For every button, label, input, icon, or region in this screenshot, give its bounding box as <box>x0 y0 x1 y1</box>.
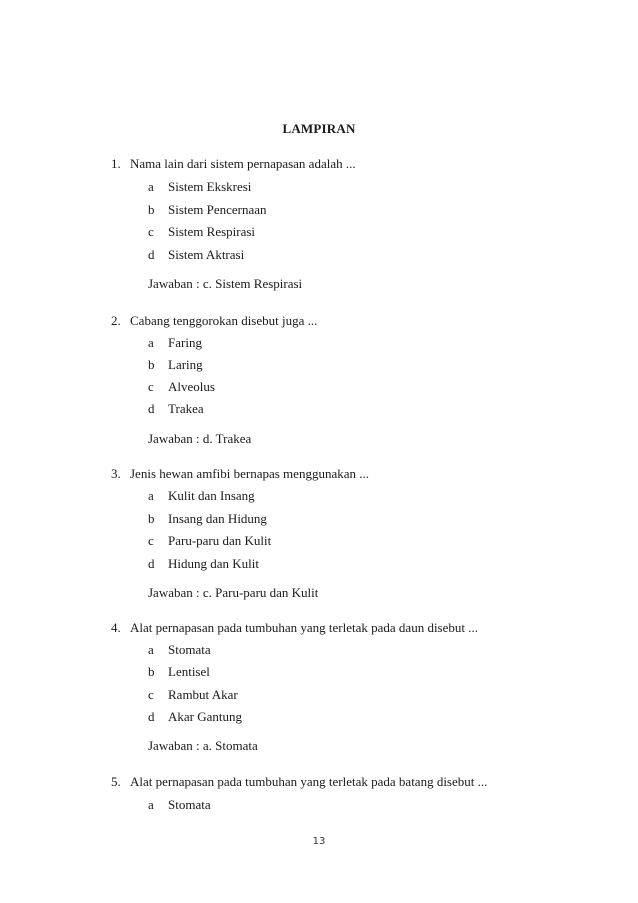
option-letter: b <box>148 511 155 526</box>
option-2c <box>148 379 215 395</box>
option-letter: c <box>148 533 154 548</box>
question-number: 2. <box>111 313 121 328</box>
option-text: Lentisel <box>168 664 210 679</box>
option-text: Sistem Aktrasi <box>168 247 245 262</box>
question-number: 3. <box>111 466 121 481</box>
option-3b <box>148 511 267 527</box>
option-2a <box>148 335 202 351</box>
option-1c <box>148 224 255 240</box>
option-2b <box>148 357 203 373</box>
question-1 <box>111 156 356 172</box>
option-2d <box>148 401 204 417</box>
question-number: 5. <box>111 774 121 789</box>
answer-4: Jawaban : a. Stomata <box>148 738 258 753</box>
option-letter: c <box>148 224 154 239</box>
option-letter: a <box>148 642 154 657</box>
option-3d <box>148 556 259 572</box>
question-2 <box>111 313 317 329</box>
option-5a <box>148 797 211 813</box>
question-5 <box>111 774 487 790</box>
option-4b <box>148 664 210 680</box>
option-text: Laring <box>168 357 203 372</box>
option-text: Hidung dan Kulit <box>168 556 259 571</box>
option-3a <box>148 488 255 504</box>
option-letter: d <box>148 556 155 571</box>
option-letter: d <box>148 401 155 416</box>
option-letter: a <box>148 488 154 503</box>
question-text: Cabang tenggorokan disebut juga ... <box>130 313 318 328</box>
option-1d <box>148 247 244 263</box>
option-letter: d <box>148 709 155 724</box>
option-text: Sistem Respirasi <box>168 224 256 239</box>
option-letter: a <box>148 797 154 812</box>
option-4a <box>148 642 211 658</box>
option-text: Akar Gantung <box>168 709 243 724</box>
option-text: Sistem Pencernaan <box>168 202 267 217</box>
option-1b <box>148 202 267 218</box>
option-letter: b <box>148 202 155 217</box>
option-letter: a <box>148 179 154 194</box>
question-text: Nama lain dari sistem pernapasan adalah ... <box>130 156 356 171</box>
question-number: 4. <box>111 620 121 635</box>
option-3c <box>148 533 271 549</box>
page-title: LAMPIRAN <box>282 121 356 136</box>
option-letter: a <box>148 335 154 350</box>
option-letter: d <box>148 247 155 262</box>
option-text: Sistem Ekskresi <box>168 179 252 194</box>
option-letter: c <box>148 687 154 702</box>
option-text: Stomata <box>168 797 211 812</box>
answer-2: Jawaban : d. Trakea <box>148 431 252 446</box>
question-text: Jenis hewan amfibi bernapas menggunakan ... <box>130 466 369 481</box>
option-4c <box>148 687 238 703</box>
question-3 <box>111 466 369 482</box>
option-letter: b <box>148 664 155 679</box>
option-1a <box>148 179 251 195</box>
option-4d <box>148 709 242 725</box>
option-text: Faring <box>168 335 202 350</box>
question-text: Alat pernapasan pada tumbuhan yang terletak pada daun disebut ... <box>130 620 478 635</box>
page-number: 13 <box>312 836 326 847</box>
option-text: Paru-paru dan Kulit <box>168 533 272 548</box>
answer-1: Jawaban : c. Sistem Respirasi <box>148 276 303 291</box>
option-text: Stomata <box>168 642 211 657</box>
option-text: Trakea <box>168 401 204 416</box>
option-text: Rambut Akar <box>168 687 238 702</box>
answer-3: Jawaban : c. Paru-paru dan Kulit <box>148 585 319 600</box>
question-text: Alat pernapasan pada tumbuhan yang terletak pada batang disebut ... <box>130 774 488 789</box>
option-text: Insang dan Hidung <box>168 511 267 526</box>
option-text: Kulit dan Insang <box>168 488 255 503</box>
question-4 <box>111 620 478 636</box>
option-text: Alveolus <box>168 379 215 394</box>
option-letter: b <box>148 357 155 372</box>
option-letter: c <box>148 379 154 394</box>
question-number: 1. <box>111 156 121 171</box>
